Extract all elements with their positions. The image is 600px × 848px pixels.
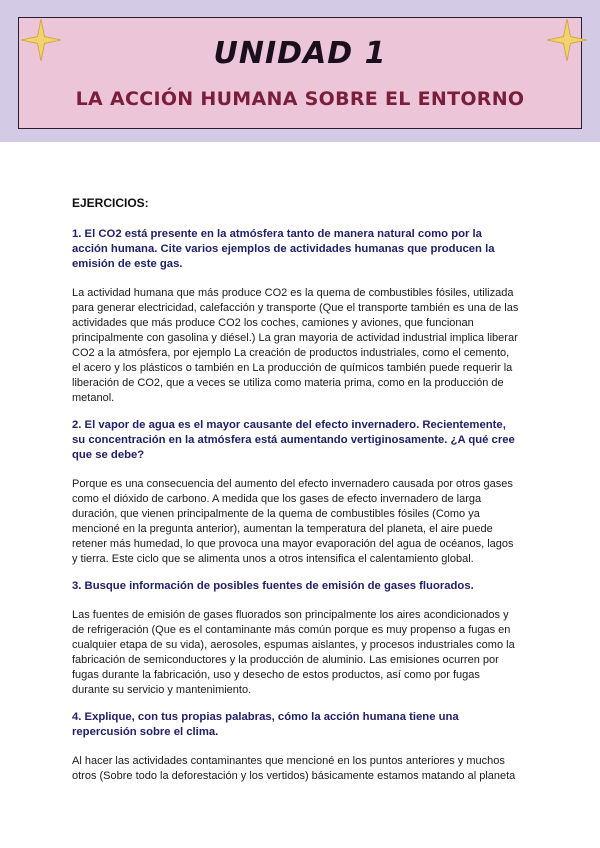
question-1: 1. El CO2 está presente en la atmósfera tanto de manera natural como por la acción humana. Cite varios ejemplos de actividades humanas que producen la emisión de este gas. — [72, 228, 495, 270]
answer-4: Al hacer las actividades contaminantes que mencioné en los puntos anteriores y muchos otros (Sobre todo la deforestación y los vertidos) básicamente estamos matando al planeta — [72, 755, 516, 782]
exercises-heading: EJERCICIOS: — [72, 196, 149, 210]
question-2: 2. El vapor de agua es el mayor causante del efecto invernadero. Recientemente, su concentración en la atmósfera está aumentando vertiginosamente. ¿A qué cree que se debe? — [72, 419, 515, 461]
title-box — [18, 17, 582, 129]
unit-title: UNIDAD 1 — [213, 36, 387, 71]
page-subtitle: LA ACCIÓN HUMANA SOBRE EL ENTORNO — [75, 88, 525, 110]
sparkle-star-icon — [547, 19, 587, 61]
answer-1: La actividad humana que más produce CO2 es la quema de combustibles fósiles, utilizada para generar electricidad, calefacción y transporte (Que el transporte también es una de las actividades que más produce CO2 los coches, camiones y aviones, que funcionan principalmente con gasolina y diésel.) La gran mayoria de actividad industrial implica liberar CO2 a la atmósfera, por ejemplo La creación de productos industriales, como el cemento, el acero y los plásticos o también en La producción de químicos también puede requerir la liberación de CO2, que a veces se utiliza como materia prima, como en la producción de metanol. — [72, 287, 519, 404]
question-4: 4. Explique, con tus propias palabras, cómo la acción humana tiene una repercusión sobre el clima. — [72, 711, 459, 738]
answer-3: Las fuentes de emisión de gases fluorados son principalmente los aires acondicionados y de refrigeración (Que es el contaminante más común porque es muy propenso a fugas en cualquier etapa de su vida), aerosoles, espumas aislantes, y procesos industriales como la fabricación de semiconductores y la producción de aluminio. Las emisiones ocurren por fugas durante la fabricación, uso y desecho de estos productos, así como por fugas durante su servicio y mantenimiento. — [72, 609, 515, 696]
answer-2: Porque es una consecuencia del aumento del efecto invernadero causada por otros gases como el dióxido de carbono. A medida que los gases de efecto invernadero de larga duración, que vienen principalmente de la quema de combustibles fósiles (Como ya mencioné en la pregunta anterior), aumentan la temperatura del planeta, el aire puede retener más humedad, lo que provoca una mayor evaporación del agua de océanos, lagos y tierra. Este ciclo que se alimenta unos a otros intensifica el calentamiento global. — [72, 478, 514, 565]
sparkle-star-icon — [21, 19, 61, 61]
question-3: 3. Busque información de posibles fuentes de emisión de gases fluorados. — [72, 580, 474, 592]
document-body — [72, 196, 520, 796]
header-banner — [0, 0, 600, 142]
